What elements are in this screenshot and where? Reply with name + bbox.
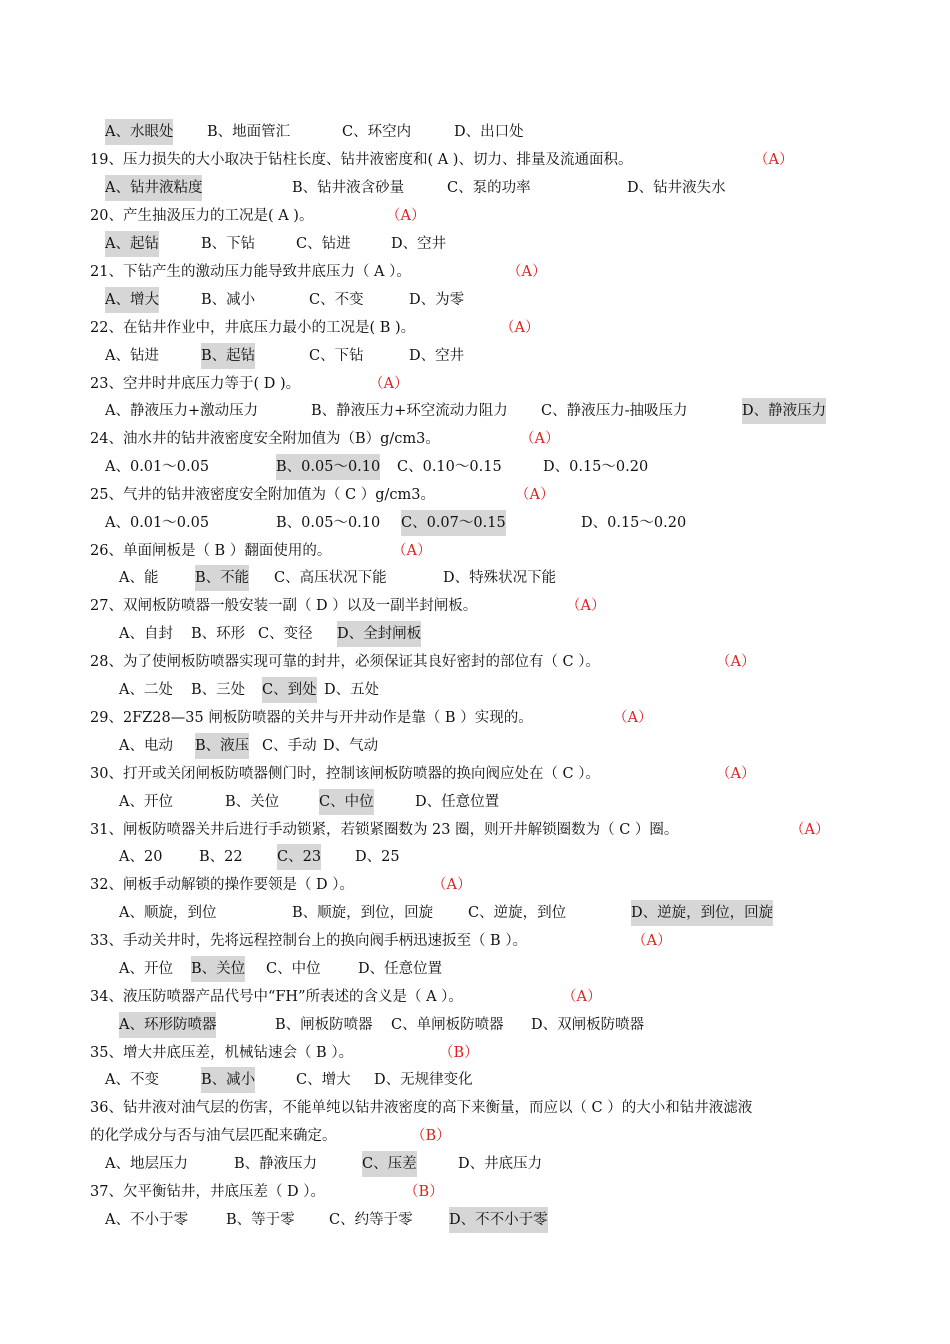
question-text: 27、双闸板防喷器一般安装一副（ D ）以及一副半封闸板。 <box>90 598 478 614</box>
question-text: 26、单面闸板是（ B ）翻面使用的。 <box>90 543 332 559</box>
reference-answer-mark: （A） <box>632 933 672 949</box>
answer-option: B、0.05～0.10 <box>276 515 381 531</box>
answer-option: A、不变 <box>105 1072 159 1088</box>
answer-option: D、为零 <box>409 292 465 308</box>
answer-option: C、0.10～0.15 <box>397 459 502 475</box>
question-text: 28、为了使闸板防喷器实现可靠的封井，必须保证其良好密封的部位有（ C ）。 <box>90 654 601 670</box>
answer-option: A、地层压力 <box>105 1156 188 1172</box>
answer-option: C、高压状况下能 <box>274 570 387 586</box>
reference-answer-mark: （A） <box>566 598 606 614</box>
reference-answer-mark: （A） <box>432 877 472 893</box>
reference-answer-mark: （A） <box>392 543 432 559</box>
highlighted-answer-option: C、到处 <box>262 677 317 703</box>
answer-option: A、开位 <box>119 961 173 977</box>
answer-option: A、0.01～0.05 <box>105 459 210 475</box>
answer-option: C、中位 <box>266 961 321 977</box>
highlighted-answer-option: C、中位 <box>319 789 374 815</box>
answer-option: D、双闸板防喷器 <box>531 1017 645 1033</box>
question-text: 23、空井时井底压力等于( D )。 <box>90 376 301 392</box>
question-text: 25、气井的钻井液密度安全附加值为（ C ）g/cm3。 <box>90 487 436 503</box>
reference-answer-mark: （B） <box>404 1184 444 1200</box>
highlighted-answer-option: B、0.05～0.10 <box>276 454 380 480</box>
answer-option: C、手动 <box>262 738 317 754</box>
question-text: 35、增大井底压差，机械钻速会（ B ）。 <box>90 1045 354 1061</box>
answer-option: D、25 <box>355 849 400 865</box>
answer-option: D、任意位置 <box>415 794 500 810</box>
answer-option: C、约等于零 <box>329 1212 413 1228</box>
answer-option: A、不小于零 <box>105 1212 188 1228</box>
reference-answer-mark: （A） <box>716 766 756 782</box>
question-text: 21、下钻产生的激动压力能导致井底压力（ A ）。 <box>90 264 411 280</box>
answer-option: D、钻井液失水 <box>627 180 726 196</box>
highlighted-answer-option: C、23 <box>277 844 321 870</box>
answer-option: C、不变 <box>309 292 364 308</box>
answer-option: B、静液压力+环空流动力阻力 <box>311 403 508 419</box>
answer-option: D、0.15～0.20 <box>543 459 649 475</box>
reference-answer-mark: （A） <box>613 710 653 726</box>
reference-answer-mark: （A） <box>515 487 555 503</box>
highlighted-answer-option: D、全封闸板 <box>337 621 421 647</box>
answer-option: C、变径 <box>258 626 313 642</box>
answer-option: B、关位 <box>225 794 280 810</box>
highlighted-answer-option: D、静液压力 <box>742 398 826 424</box>
highlighted-answer-option: A、起钻 <box>105 231 159 257</box>
answer-option: A、能 <box>119 570 159 586</box>
answer-option: C、环空内 <box>342 124 412 140</box>
highlighted-answer-option: B、液压 <box>195 733 249 759</box>
reference-answer-mark: （A） <box>754 152 794 168</box>
answer-option: B、三处 <box>191 682 246 698</box>
question-text: 22、在钻井作业中，井底压力最小的工况是( B )。 <box>90 320 416 336</box>
question-text: 20、产生抽汲压力的工况是( A )。 <box>90 208 314 224</box>
answer-option: B、顺旋，到位，回旋 <box>292 905 434 921</box>
reference-answer-mark: （A） <box>520 431 560 447</box>
answer-option: A、钻进 <box>105 348 159 364</box>
question-text: 30、打开或关闭闸板防喷器侧门时，控制该闸板防喷器的换向阀应处在（ C ）。 <box>90 766 601 782</box>
question-text: 19、压力损失的大小取决于钻柱长度、钻井液密度和( A )、切力、排量及流通面积。 <box>90 152 633 168</box>
highlighted-answer-option: C、压差 <box>362 1151 417 1177</box>
reference-answer-mark: （A） <box>500 320 540 336</box>
answer-option: D、任意位置 <box>358 961 443 977</box>
answer-option: A、20 <box>119 849 163 865</box>
question-text: 29、2FZ28—35 闸板防喷器的关井与开井动作是靠（ B ）实现的。 <box>90 710 533 726</box>
answer-option: B、静液压力 <box>234 1156 318 1172</box>
answer-option: C、逆旋，到位 <box>468 905 567 921</box>
reference-answer-mark: （A） <box>716 654 756 670</box>
answer-option: C、钻进 <box>296 236 351 252</box>
question-text: 24、油水井的钻井液密度安全附加值为（B）g/cm3。 <box>90 431 440 447</box>
reference-answer-mark: （A） <box>507 264 547 280</box>
answer-option: A、静液压力+激动压力 <box>105 403 259 419</box>
reference-answer-mark: （B） <box>411 1128 451 1144</box>
highlighted-answer-option: B、起钻 <box>201 343 255 369</box>
answer-option: B、22 <box>199 849 243 865</box>
answer-option: D、五处 <box>324 682 380 698</box>
answer-option: D、空井 <box>409 348 465 364</box>
answer-option: D、无规律变化 <box>374 1072 473 1088</box>
answer-option: A、二处 <box>119 682 173 698</box>
question-text: 37、欠平衡钻井，井底压差（ D ）。 <box>90 1184 326 1200</box>
answer-option: A、电动 <box>119 738 173 754</box>
highlighted-answer-option: B、关位 <box>191 956 245 982</box>
reference-answer-mark: （A） <box>562 989 602 1005</box>
answer-option: A、自封 <box>119 626 173 642</box>
highlighted-answer-option: A、环形防喷器 <box>119 1012 216 1038</box>
highlighted-answer-option: D、逆旋，到位，回旋 <box>631 900 773 926</box>
answer-option: B、钻井液含砂量 <box>292 180 405 196</box>
answer-option: C、泵的功率 <box>447 180 531 196</box>
highlighted-answer-option: C、0.07～0.15 <box>401 510 506 536</box>
answer-option: C、单闸板防喷器 <box>391 1017 504 1033</box>
answer-option: D、特殊状况下能 <box>443 570 557 586</box>
answer-option: A、顺旋，到位 <box>119 905 217 921</box>
answer-option: C、增大 <box>296 1072 351 1088</box>
answer-option: A、0.01～0.05 <box>105 515 210 531</box>
answer-option: B、下钻 <box>201 236 256 252</box>
highlighted-answer-option: B、不能 <box>195 565 249 591</box>
answer-option: D、空井 <box>391 236 447 252</box>
answer-option: B、闸板防喷器 <box>275 1017 373 1033</box>
question-text: 31、闸板防喷器关井后进行手动锁紧，若锁紧圈数为 23 圈，则开井解锁圈数为（ C ）圈。 <box>90 822 679 838</box>
answer-option: D、0.15～0.20 <box>581 515 687 531</box>
question-text: 33、手动关井时，先将远程控制台上的换向阀手柄迅速扳至（ B ）。 <box>90 933 528 949</box>
reference-answer-mark: （B） <box>439 1045 479 1061</box>
answer-option: B、减小 <box>201 292 256 308</box>
line-text: 的化学成分与否与油气层匹配来确定。 <box>90 1128 337 1144</box>
answer-option: B、地面管汇 <box>207 124 291 140</box>
highlighted-answer-option: B、减小 <box>201 1067 255 1093</box>
answer-option: A、开位 <box>119 794 173 810</box>
question-text: 34、液压防喷器产品代号中“FH”所表述的含义是（ A ）。 <box>90 989 463 1005</box>
answer-option: C、静液压力-抽吸压力 <box>541 403 688 419</box>
reference-answer-mark: （A） <box>369 376 409 392</box>
highlighted-answer-option: D、不不小于零 <box>449 1207 548 1233</box>
answer-option: B、环形 <box>191 626 246 642</box>
answer-option: D、出口处 <box>454 124 524 140</box>
question-text: 36、钻井液对油气层的伤害，不能单纯以钻井液密度的高下来衡量，而应以（ C ）的大小和钻井液滤液 <box>90 1100 753 1116</box>
highlighted-answer-option: A、水眼处 <box>105 119 173 145</box>
answer-option: D、气动 <box>323 738 379 754</box>
reference-answer-mark: （A） <box>790 822 830 838</box>
answer-option: C、下钻 <box>309 348 364 364</box>
highlighted-answer-option: A、增大 <box>105 287 159 313</box>
reference-answer-mark: （A） <box>386 208 426 224</box>
answer-option: B、等于零 <box>226 1212 295 1228</box>
answer-option: D、井底压力 <box>458 1156 543 1172</box>
highlighted-answer-option: A、钻井液粘度 <box>105 175 202 201</box>
question-text: 32、闸板手动解锁的操作要领是（ D ）。 <box>90 877 355 893</box>
